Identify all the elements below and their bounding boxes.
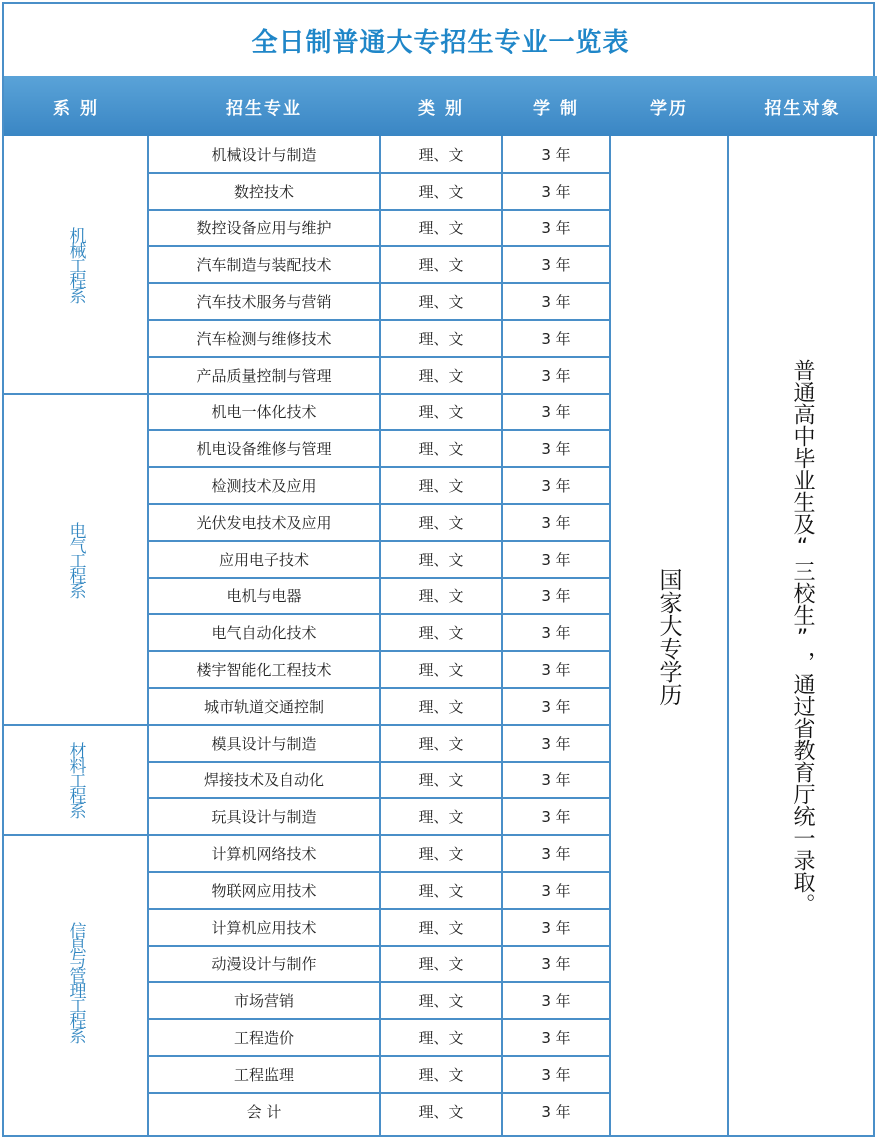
- category-cell: 理、文: [418, 881, 464, 900]
- duration-cell: 3 年: [541, 550, 571, 569]
- header-major: 招生专业: [226, 98, 302, 119]
- major-cell: 数控技术: [233, 182, 294, 201]
- degree-text: 国家大专学历: [655, 567, 682, 706]
- major-cell: 汽车技术服务与营销: [196, 293, 332, 312]
- category-cell: 理、文: [418, 182, 464, 201]
- category-cell: 理、文: [418, 513, 464, 532]
- department-cell: [4, 835, 148, 1129]
- major-cell: 电机与电器: [226, 587, 302, 606]
- department-cell: [4, 394, 148, 725]
- duration-cell: 3 年: [541, 256, 571, 275]
- category-cell: 理、文: [418, 440, 464, 459]
- degree-cell: [610, 136, 728, 1137]
- category-cell: 理、文: [418, 661, 464, 680]
- category-cell: 理、文: [418, 477, 464, 496]
- duration-cell: 3 年: [541, 992, 571, 1011]
- major-cell: 检测技术及应用: [211, 477, 317, 496]
- major-cell: 市场营销: [233, 992, 294, 1011]
- major-cell: 模具设计与制造: [211, 734, 317, 753]
- major-cell: 汽车检测与维修技术: [196, 329, 332, 348]
- category-cell: 理、文: [418, 366, 464, 385]
- department-name: 材料工程系: [65, 742, 86, 818]
- duration-cell: 3 年: [541, 587, 571, 606]
- duration-cell: 3 年: [541, 808, 571, 827]
- department-name: 信息与管理工程系: [65, 922, 86, 1043]
- category-cell: 理、文: [418, 587, 464, 606]
- target-text: 普通高中毕业生及“三校生”，通过省教育厅统一录取。: [790, 358, 815, 915]
- department-cell: [4, 136, 148, 394]
- department-cell: [4, 725, 148, 835]
- duration-cell: 3 年: [541, 403, 571, 422]
- category-cell: 理、文: [418, 403, 464, 422]
- duration-cell: 3 年: [541, 145, 571, 164]
- page-title: 全日制普通大专招生专业一览表: [251, 27, 630, 58]
- duration-cell: 3 年: [541, 329, 571, 348]
- category-cell: 理、文: [418, 918, 464, 937]
- duration-cell: 3 年: [541, 513, 571, 532]
- duration-cell: 3 年: [541, 955, 571, 974]
- major-cell: 会 计: [246, 1102, 282, 1121]
- duration-cell: 3 年: [541, 697, 571, 716]
- category-cell: 理、文: [418, 771, 464, 790]
- category-cell: 理、文: [418, 808, 464, 827]
- duration-cell: 3 年: [541, 219, 571, 238]
- target-cell: [728, 136, 877, 1137]
- category-cell: 理、文: [418, 256, 464, 275]
- header-target: 招生对象: [764, 98, 841, 119]
- table-header: [4, 76, 877, 136]
- duration-cell: 3 年: [541, 661, 571, 680]
- header-duration: 学 制: [533, 98, 579, 119]
- major-cell: 城市轨道交通控制: [203, 697, 324, 716]
- major-cell: 工程监理: [233, 1065, 294, 1084]
- duration-cell: 3 年: [541, 771, 571, 790]
- duration-cell: 3 年: [541, 734, 571, 753]
- table-frame: [2, 2, 875, 1137]
- header-degree: 学历: [650, 98, 688, 119]
- duration-cell: 3 年: [541, 845, 571, 864]
- duration-cell: 3 年: [541, 477, 571, 496]
- category-cell: 理、文: [418, 992, 464, 1011]
- header-dept: 系 别: [53, 98, 99, 119]
- duration-cell: 3 年: [541, 1029, 571, 1048]
- duration-cell: 3 年: [541, 1065, 571, 1084]
- major-cell: 机电设备维修与管理: [196, 440, 332, 459]
- header-category: 类 别: [418, 98, 464, 119]
- major-cell: 焊接技术及自动化: [203, 771, 324, 790]
- category-cell: 理、文: [418, 734, 464, 753]
- category-cell: 理、文: [418, 329, 464, 348]
- duration-cell: 3 年: [541, 366, 571, 385]
- category-cell: 理、文: [418, 697, 464, 716]
- category-cell: 理、文: [418, 624, 464, 643]
- major-cell: 楼宇智能化工程技术: [196, 661, 332, 680]
- duration-cell: 3 年: [541, 293, 571, 312]
- department-name: 机械工程系: [65, 227, 86, 303]
- major-cell: 应用电子技术: [218, 550, 309, 569]
- major-cell: 玩具设计与制造: [211, 808, 317, 827]
- duration-cell: 3 年: [541, 1102, 571, 1121]
- major-cell: 计算机网络技术: [211, 845, 317, 864]
- duration-cell: 3 年: [541, 918, 571, 937]
- major-cell: 产品质量控制与管理: [196, 366, 332, 385]
- major-cell: 计算机应用技术: [211, 918, 317, 937]
- category-cell: 理、文: [418, 145, 464, 164]
- category-cell: 理、文: [418, 293, 464, 312]
- category-cell: 理、文: [418, 845, 464, 864]
- category-cell: 理、文: [418, 1065, 464, 1084]
- duration-cell: 3 年: [541, 624, 571, 643]
- duration-cell: 3 年: [541, 881, 571, 900]
- major-cell: 电气自动化技术: [211, 624, 317, 643]
- category-cell: 理、文: [418, 550, 464, 569]
- major-cell: 光伏发电技术及应用: [196, 513, 332, 532]
- major-cell: 数控设备应用与维护: [196, 219, 332, 238]
- major-cell: 物联网应用技术: [211, 881, 317, 900]
- department-name: 电气工程系: [65, 521, 86, 597]
- major-cell: 机械设计与制造: [211, 145, 317, 164]
- category-cell: 理、文: [418, 955, 464, 974]
- category-cell: 理、文: [418, 1102, 464, 1121]
- major-cell: 机电一体化技术: [211, 403, 317, 422]
- major-cell: 汽车制造与装配技术: [196, 256, 332, 275]
- category-cell: 理、文: [418, 1029, 464, 1048]
- category-cell: 理、文: [418, 219, 464, 238]
- duration-cell: 3 年: [541, 440, 571, 459]
- major-cell: 工程造价: [233, 1029, 294, 1048]
- major-cell: 动漫设计与制作: [211, 955, 317, 974]
- duration-cell: 3 年: [541, 182, 571, 201]
